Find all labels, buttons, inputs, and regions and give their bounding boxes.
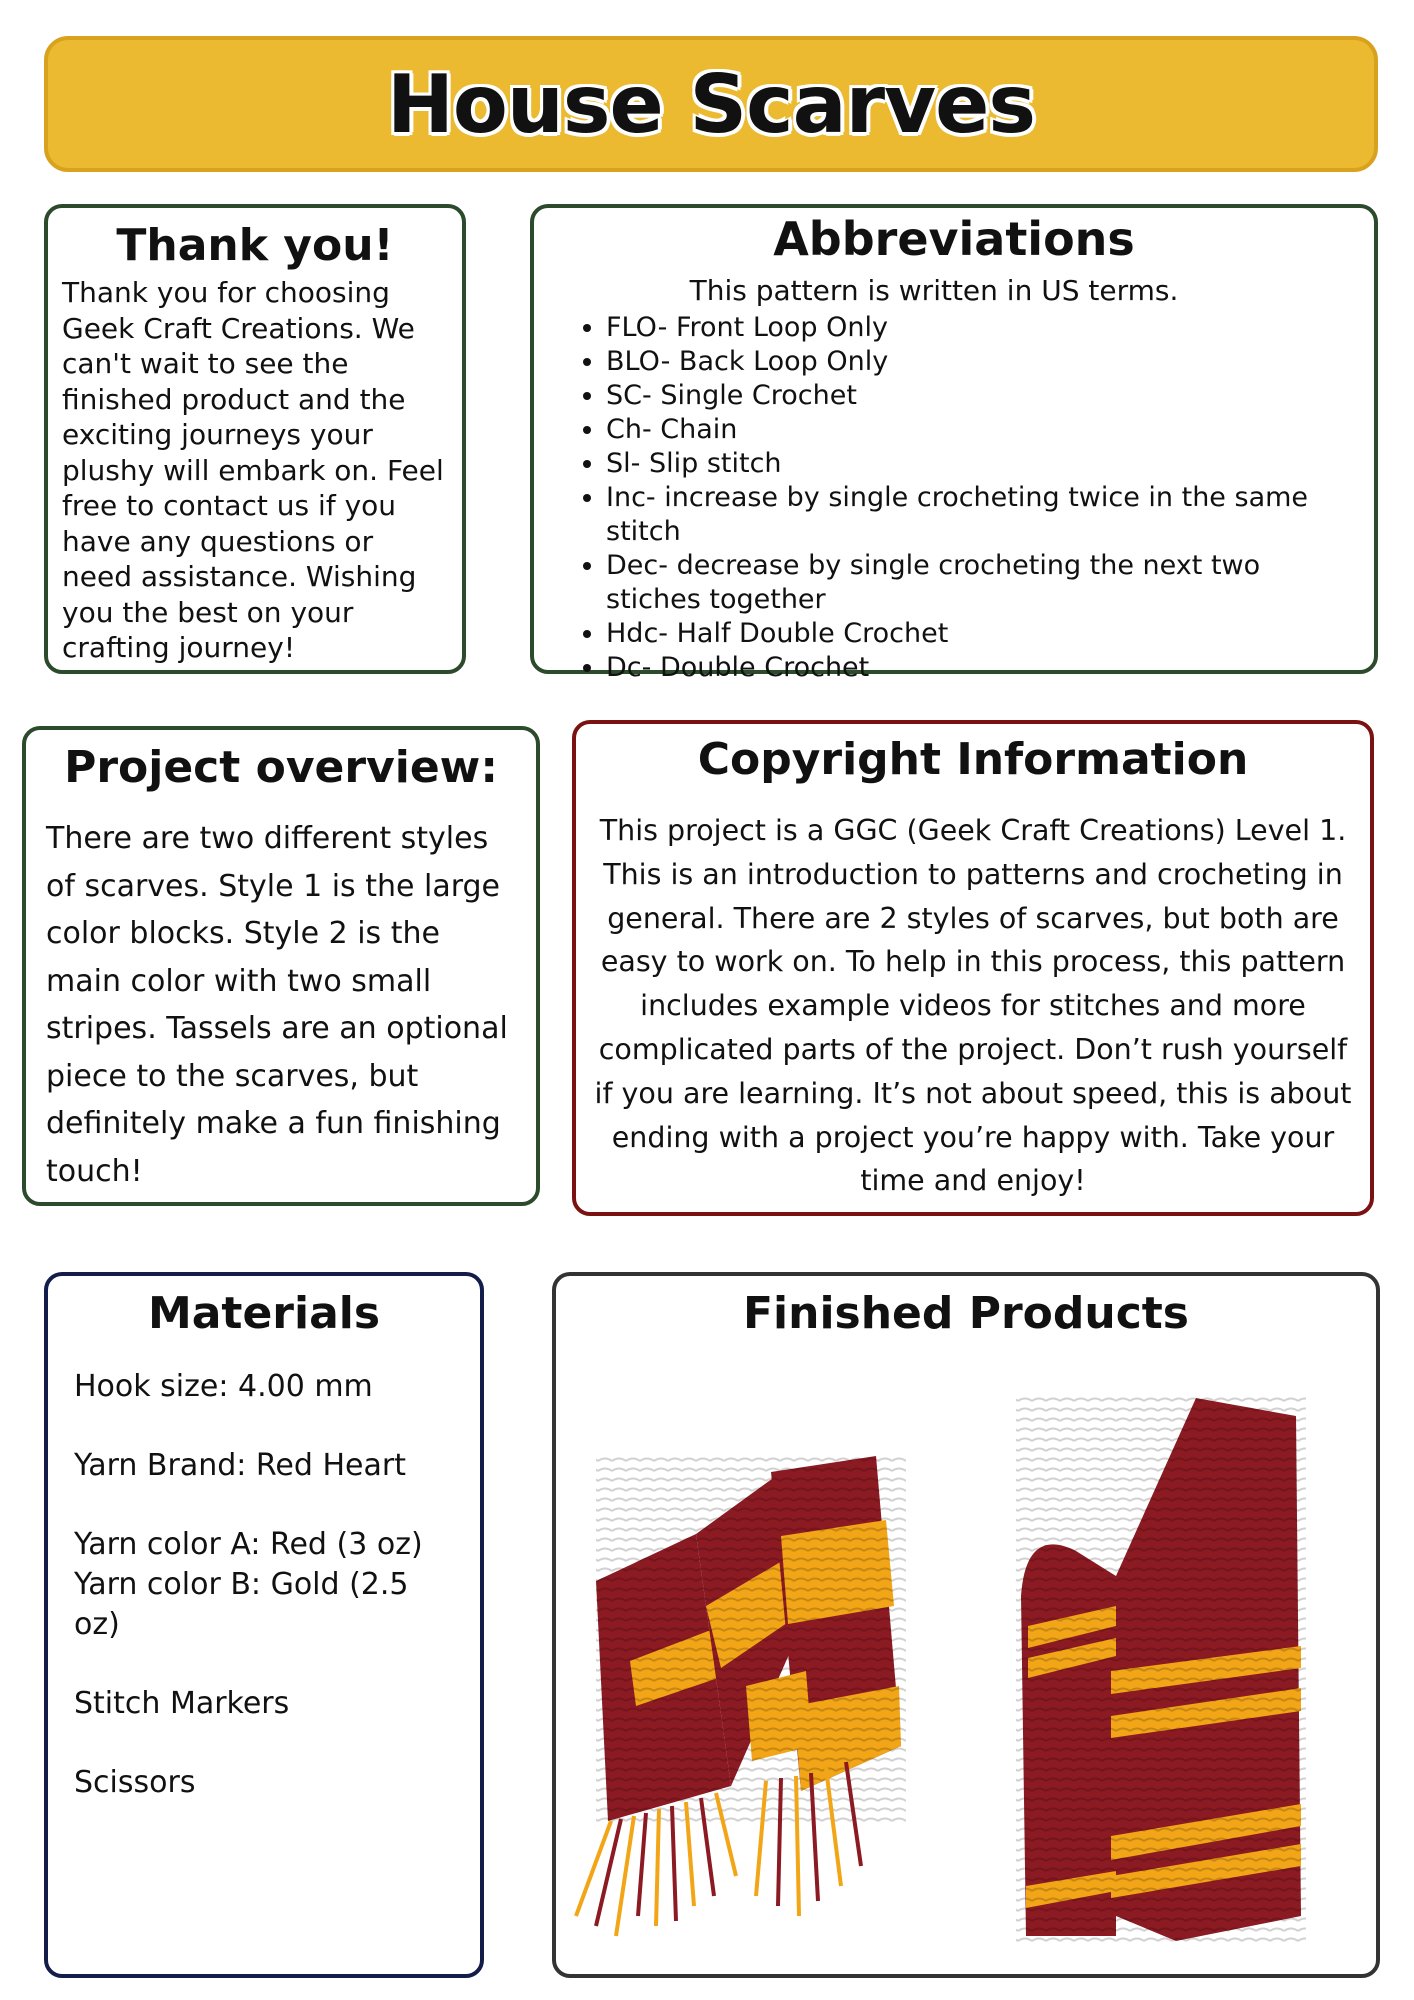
list-item: • SC- Single Crochet [606,379,1348,413]
overview-text: There are two different styles of scarves. Style 1 is the large color blocks. Style 2 is the main color with two small stripes. Tassels are an optional piece to the scarves, but definitely make a fun finishing touch! [46,821,508,1189]
abbreviations-note: This pattern is written in US terms. [689,274,1179,307]
finished-heading: Finished Products [742,1288,1189,1339]
scarf-style-2 [1016,1396,1306,1946]
materials-panel [44,1272,484,1978]
scarf-style-1 [576,1456,906,1936]
copyright-panel [572,720,1374,1216]
list-item: • BLO- Back Loop Only [606,345,1348,379]
yarn-color-b: Yarn color B: Gold (2.5 oz) [74,1567,409,1642]
materials-heading: Materials [147,1288,381,1339]
list-item: • Dec- decrease by single crocheting the next two stiches together [606,549,1348,617]
copyright-heading: Copyright Information [697,734,1249,785]
yarn-color-a: Yarn color A: Red (3 oz) [74,1527,423,1562]
thank-you-heading: Thank you! [116,220,394,271]
title-banner [44,36,1378,172]
project-overview-panel [22,726,540,1206]
finished-products-panel [552,1272,1380,1978]
list-item: • FLO- Front Loop Only [606,311,1348,345]
yarn-brand: Yarn Brand: Red Heart [74,1448,406,1483]
abbreviations-list [560,311,1348,685]
hook-size: Hook size: 4.00 mm [74,1369,373,1404]
page-title: House Scarves [386,57,1036,151]
list-item: • Sl- Slip stitch [606,447,1348,481]
abbreviations-heading: Abbreviations [773,212,1135,266]
list-item: • Ch- Chain [606,413,1348,447]
copyright-text: This project is a GGC (Geek Craft Creations) Level 1. This is an introduction to patterns and crocheting in general. There are 2 styles of scarves, but both are easy to work on. To help in this process, this pattern includes example videos for stitches and more complicated parts of the project. Don’t rush yourself if you are learning. It’s not about speed, this is about ending with a project you’re happy with. Take your time and enjoy! [594,814,1352,1198]
abbreviations-panel [530,204,1378,683]
list-item: • Dc- Double Crochet [606,651,1348,685]
overview-heading: Project overview: [64,742,498,793]
list-item: • Inc- increase by single crocheting twice in the same stitch [606,481,1348,549]
scissors: Scissors [74,1765,196,1800]
list-item: • Hdc- Half Double Crochet [606,617,1348,651]
scarves-photo [556,1276,1384,1982]
thank-you-text: Thank you for choosing Geek Craft Creations. We can't wait to see the finished product and the exciting journeys your plushy will embark on. Feel free to contact us if you have any questions or need assistance. Wishing you the best on your crafting journey! [62,276,444,664]
thank-you-panel [44,204,466,674]
stitch-markers: Stitch Markers [74,1686,290,1721]
